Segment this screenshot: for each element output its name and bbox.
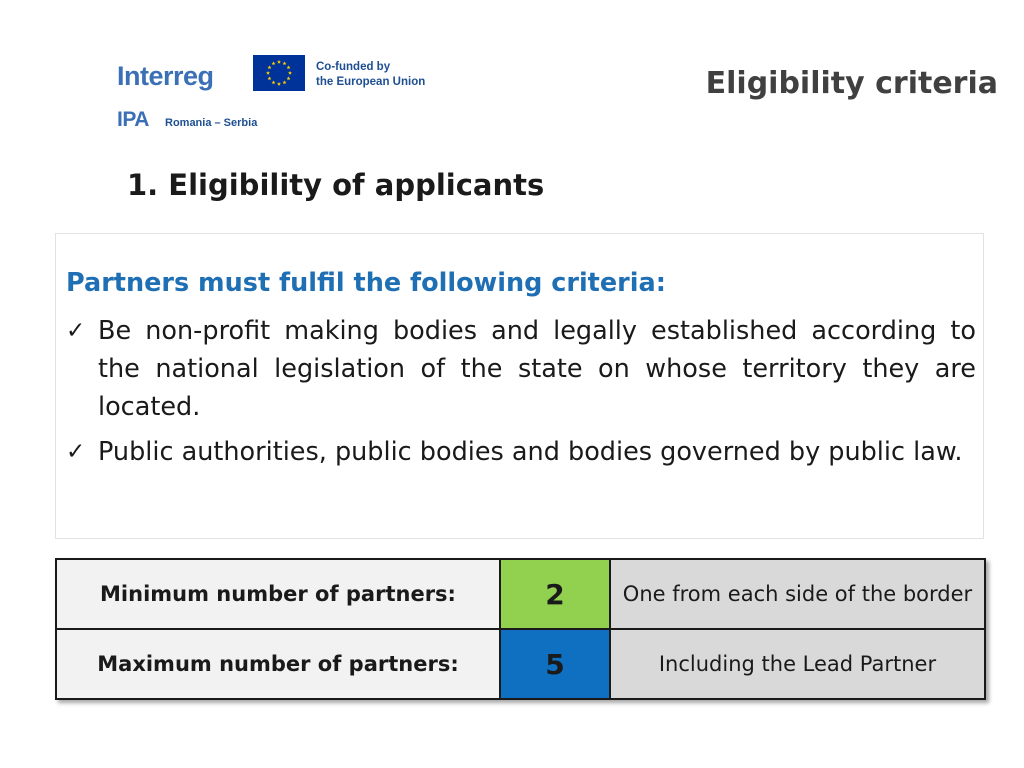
region-label: Romania – Serbia [165,117,258,129]
max-partners-value: 5 [500,629,610,699]
checkmark-icon: ✓ [66,318,86,344]
ipa-wordmark: IPA [117,108,149,131]
criteria-heading: Partners must fulfil the following criteria: [66,268,666,298]
partners-table [55,558,986,700]
min-partners-value: 2 [500,559,610,629]
interreg-wordmark: Interreg [117,61,214,91]
table-row [56,559,985,629]
max-partners-label: Maximum number of partners: [56,629,500,699]
criteria-text: Public authorities, public bodies and bodies governed by public law. [98,437,963,467]
eu-cofunded-text: Co-funded by the European Union [316,61,426,88]
max-partners-note: Including the Lead Partner [610,629,985,699]
eu-flag-icon [253,55,305,91]
checkmark-icon: ✓ [66,439,86,465]
min-partners-note: One from each side of the border [610,559,985,629]
criteria-list [66,312,976,478]
criteria-box [55,233,984,539]
table-row [56,629,985,699]
criteria-text: Be non-profit making bodies and legally established according to the national legislation of the state on whose territory they are located. [98,316,976,422]
list-item [66,433,976,471]
program-logo [117,55,447,135]
slide-title: Eligibility criteria [705,66,998,101]
section-heading: 1. Eligibility of applicants [127,168,545,202]
list-item [66,312,976,426]
min-partners-label: Minimum number of partners: [56,559,500,629]
